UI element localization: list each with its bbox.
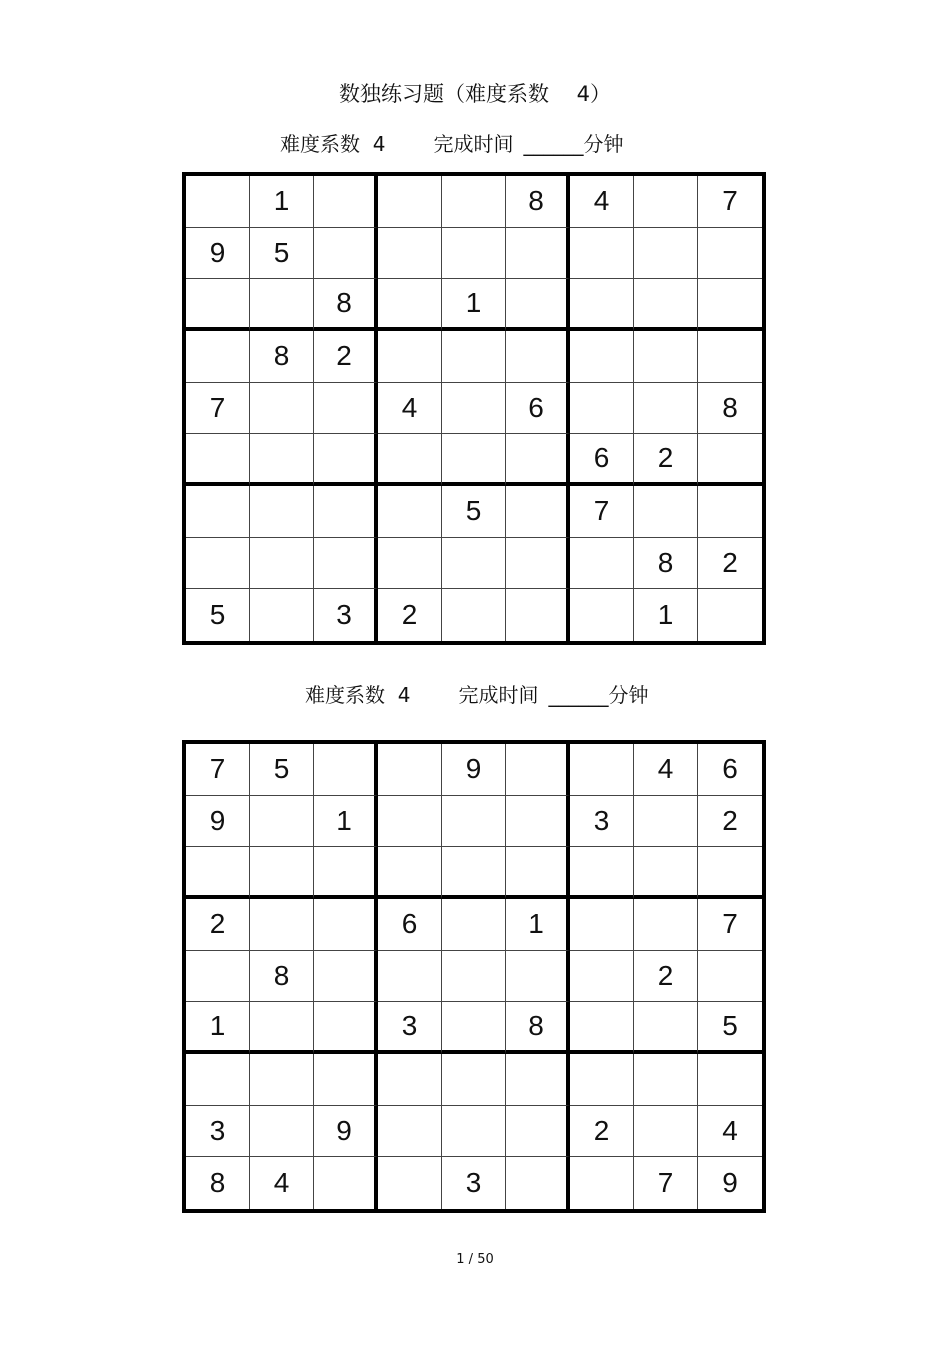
- sudoku-grid-1: [182, 172, 766, 645]
- sudoku-cell: 2: [378, 589, 442, 641]
- sudoku-cell: [634, 228, 698, 280]
- sudoku-cell: [506, 589, 570, 641]
- sudoku-cell: 9: [314, 1106, 378, 1158]
- sudoku-cell: [378, 538, 442, 590]
- sudoku-cell: [634, 899, 698, 951]
- sudoku-cell: [698, 279, 762, 331]
- sudoku-cell: 7: [634, 1157, 698, 1209]
- sudoku-cell: [314, 176, 378, 228]
- sudoku-cell: [570, 1157, 634, 1209]
- sudoku-cell: [186, 279, 250, 331]
- sudoku-cell: [442, 383, 506, 435]
- sudoku-cell: [634, 383, 698, 435]
- sudoku-cell: [250, 796, 314, 848]
- page-separator: /: [468, 1252, 474, 1267]
- sudoku-cell: 5: [186, 589, 250, 641]
- sudoku-cell: [570, 744, 634, 796]
- sudoku-cell: 6: [698, 744, 762, 796]
- sudoku-cell: [314, 899, 378, 951]
- sudoku-cell: [250, 847, 314, 899]
- sudoku-cell: [186, 1054, 250, 1106]
- sudoku-cell: [314, 538, 378, 590]
- sudoku-cell: 7: [570, 486, 634, 538]
- time-unit: 分钟: [583, 132, 624, 156]
- difficulty-label: 难度系数: [305, 683, 385, 707]
- sudoku-cell: [506, 486, 570, 538]
- sudoku-cell: [634, 847, 698, 899]
- sudoku-cell: 2: [634, 434, 698, 486]
- sudoku-cell: [506, 1157, 570, 1209]
- puzzle-1-info: [280, 131, 623, 157]
- sudoku-cell: 4: [378, 383, 442, 435]
- sudoku-cell: 2: [634, 951, 698, 1003]
- sudoku-cell: [506, 796, 570, 848]
- sudoku-cell: 7: [186, 744, 250, 796]
- sudoku-cell: [506, 847, 570, 899]
- sudoku-cell: 8: [250, 331, 314, 383]
- sudoku-cell: [570, 538, 634, 590]
- sudoku-cell: 7: [186, 383, 250, 435]
- sudoku-cell: [442, 796, 506, 848]
- sudoku-cell: [634, 1054, 698, 1106]
- sudoku-cell: [250, 899, 314, 951]
- sudoku-cell: [698, 434, 762, 486]
- sudoku-cell: [378, 744, 442, 796]
- puzzle-2-info: [305, 682, 648, 708]
- sudoku-cell: [314, 434, 378, 486]
- sudoku-cell: [378, 796, 442, 848]
- sudoku-cell: [570, 1002, 634, 1054]
- sudoku-cell: 8: [250, 951, 314, 1003]
- sudoku-cell: [698, 331, 762, 383]
- sudoku-cell: [378, 486, 442, 538]
- sudoku-cell: [634, 486, 698, 538]
- sudoku-cell: [442, 1054, 506, 1106]
- time-label: 完成时间: [458, 683, 539, 707]
- sudoku-cell: 4: [634, 744, 698, 796]
- sudoku-cell: 4: [570, 176, 634, 228]
- time-unit: 分钟: [608, 683, 649, 707]
- sudoku-cell: [250, 538, 314, 590]
- sudoku-cell: [506, 1106, 570, 1158]
- sudoku-cell: 4: [698, 1106, 762, 1158]
- sudoku-cell: [698, 589, 762, 641]
- page-number: [0, 1252, 950, 1267]
- sudoku-cell: [378, 331, 442, 383]
- sudoku-cell: [378, 1054, 442, 1106]
- sudoku-cell: 2: [698, 796, 762, 848]
- sudoku-cell: [698, 951, 762, 1003]
- sudoku-cell: [314, 1002, 378, 1054]
- sudoku-cell: [314, 486, 378, 538]
- sudoku-cell: [186, 951, 250, 1003]
- sudoku-cell: [250, 1054, 314, 1106]
- sudoku-cell: [186, 847, 250, 899]
- sudoku-cell: [250, 1002, 314, 1054]
- sudoku-cell: [570, 383, 634, 435]
- sudoku-cell: [570, 1054, 634, 1106]
- difficulty-value: 4: [397, 683, 411, 707]
- sudoku-cell: [506, 434, 570, 486]
- sudoku-cell: [634, 279, 698, 331]
- sudoku-cell: [506, 538, 570, 590]
- sudoku-cell: 9: [186, 228, 250, 280]
- sudoku-cell: 1: [506, 899, 570, 951]
- sudoku-cell: [314, 744, 378, 796]
- sudoku-cell: 1: [442, 279, 506, 331]
- sudoku-cell: [250, 434, 314, 486]
- sudoku-cell: 8: [506, 1002, 570, 1054]
- sudoku-cell: 3: [570, 796, 634, 848]
- sudoku-cell: [314, 847, 378, 899]
- sudoku-cell: 3: [378, 1002, 442, 1054]
- sudoku-cell: [570, 951, 634, 1003]
- sudoku-cell: [378, 279, 442, 331]
- sudoku-cell: 8: [314, 279, 378, 331]
- sudoku-cell: [634, 796, 698, 848]
- sudoku-cell: [314, 1157, 378, 1209]
- sudoku-cell: [442, 1106, 506, 1158]
- sudoku-cell: [314, 1054, 378, 1106]
- sudoku-cell: [314, 383, 378, 435]
- sudoku-cell: [442, 589, 506, 641]
- sudoku-cell: 6: [506, 383, 570, 435]
- sudoku-cell: [506, 228, 570, 280]
- sudoku-grid-2: [182, 740, 766, 1213]
- sudoku-cell: [442, 899, 506, 951]
- sudoku-cell: 5: [250, 744, 314, 796]
- sudoku-cell: 1: [250, 176, 314, 228]
- sudoku-cell: [186, 176, 250, 228]
- sudoku-cell: 3: [186, 1106, 250, 1158]
- sudoku-cell: 1: [314, 796, 378, 848]
- sudoku-cell: [250, 589, 314, 641]
- sudoku-cell: 6: [570, 434, 634, 486]
- sudoku-cell: 2: [570, 1106, 634, 1158]
- sudoku-cell: [570, 899, 634, 951]
- sudoku-cell: [698, 486, 762, 538]
- sudoku-cell: 5: [698, 1002, 762, 1054]
- time-label: 完成时间: [433, 132, 514, 156]
- sudoku-cell: [186, 434, 250, 486]
- sudoku-cell: [506, 951, 570, 1003]
- sudoku-cell: [378, 951, 442, 1003]
- sudoku-cell: [634, 331, 698, 383]
- sudoku-cell: 8: [186, 1157, 250, 1209]
- sudoku-cell: [378, 176, 442, 228]
- sudoku-cell: 1: [634, 589, 698, 641]
- sudoku-cell: [378, 1106, 442, 1158]
- sudoku-cell: [634, 176, 698, 228]
- sudoku-cell: [442, 331, 506, 383]
- sudoku-cell: [378, 434, 442, 486]
- sudoku-cell: [378, 228, 442, 280]
- sudoku-cell: 8: [634, 538, 698, 590]
- sudoku-cell: 3: [314, 589, 378, 641]
- sudoku-cell: 9: [186, 796, 250, 848]
- sudoku-cell: [634, 1002, 698, 1054]
- sudoku-cell: [698, 228, 762, 280]
- page-title: 数独练习题（难度系数 4）: [338, 82, 612, 106]
- sudoku-cell: [442, 176, 506, 228]
- difficulty-label: 难度系数: [280, 132, 360, 156]
- sudoku-cell: 3: [442, 1157, 506, 1209]
- sudoku-cell: 4: [250, 1157, 314, 1209]
- sudoku-cell: 5: [442, 486, 506, 538]
- sudoku-cell: [570, 279, 634, 331]
- page-total: 50: [477, 1252, 494, 1267]
- sudoku-cell: [698, 847, 762, 899]
- sudoku-cell: [186, 486, 250, 538]
- sudoku-cell: [570, 589, 634, 641]
- sudoku-cell: [250, 1106, 314, 1158]
- sudoku-cell: 2: [186, 899, 250, 951]
- sudoku-cell: [250, 279, 314, 331]
- sudoku-cell: 9: [442, 744, 506, 796]
- sudoku-cell: [698, 1054, 762, 1106]
- sudoku-cell: [442, 434, 506, 486]
- page-current: 1: [456, 1252, 465, 1267]
- time-blank: ______: [548, 683, 609, 707]
- sudoku-cell: 8: [506, 176, 570, 228]
- sudoku-cell: 7: [698, 176, 762, 228]
- sudoku-cell: [314, 228, 378, 280]
- sudoku-cell: [506, 1054, 570, 1106]
- sudoku-cell: 1: [186, 1002, 250, 1054]
- sudoku-cell: 6: [378, 899, 442, 951]
- sudoku-cell: [250, 486, 314, 538]
- difficulty-value: 4: [372, 132, 386, 156]
- sudoku-cell: [186, 331, 250, 383]
- sudoku-cell: 2: [314, 331, 378, 383]
- sudoku-cell: [506, 331, 570, 383]
- sudoku-cell: [442, 228, 506, 280]
- time-blank: ______: [523, 132, 584, 156]
- sudoku-cell: [250, 383, 314, 435]
- sudoku-cell: [570, 847, 634, 899]
- sudoku-cell: [442, 538, 506, 590]
- sudoku-cell: [634, 1106, 698, 1158]
- sudoku-cell: [442, 1002, 506, 1054]
- sudoku-cell: [378, 847, 442, 899]
- sudoku-cell: 8: [698, 383, 762, 435]
- sudoku-cell: [442, 951, 506, 1003]
- sudoku-cell: [378, 1157, 442, 1209]
- sudoku-cell: [186, 538, 250, 590]
- sudoku-cell: [314, 951, 378, 1003]
- sudoku-cell: [442, 847, 506, 899]
- sudoku-cell: [506, 279, 570, 331]
- sudoku-cell: 2: [698, 538, 762, 590]
- sudoku-cell: [570, 331, 634, 383]
- sudoku-cell: 5: [250, 228, 314, 280]
- sudoku-cell: [570, 228, 634, 280]
- sudoku-cell: [506, 744, 570, 796]
- sudoku-cell: 9: [722, 1167, 738, 1199]
- sudoku-cell: 7: [698, 899, 762, 951]
